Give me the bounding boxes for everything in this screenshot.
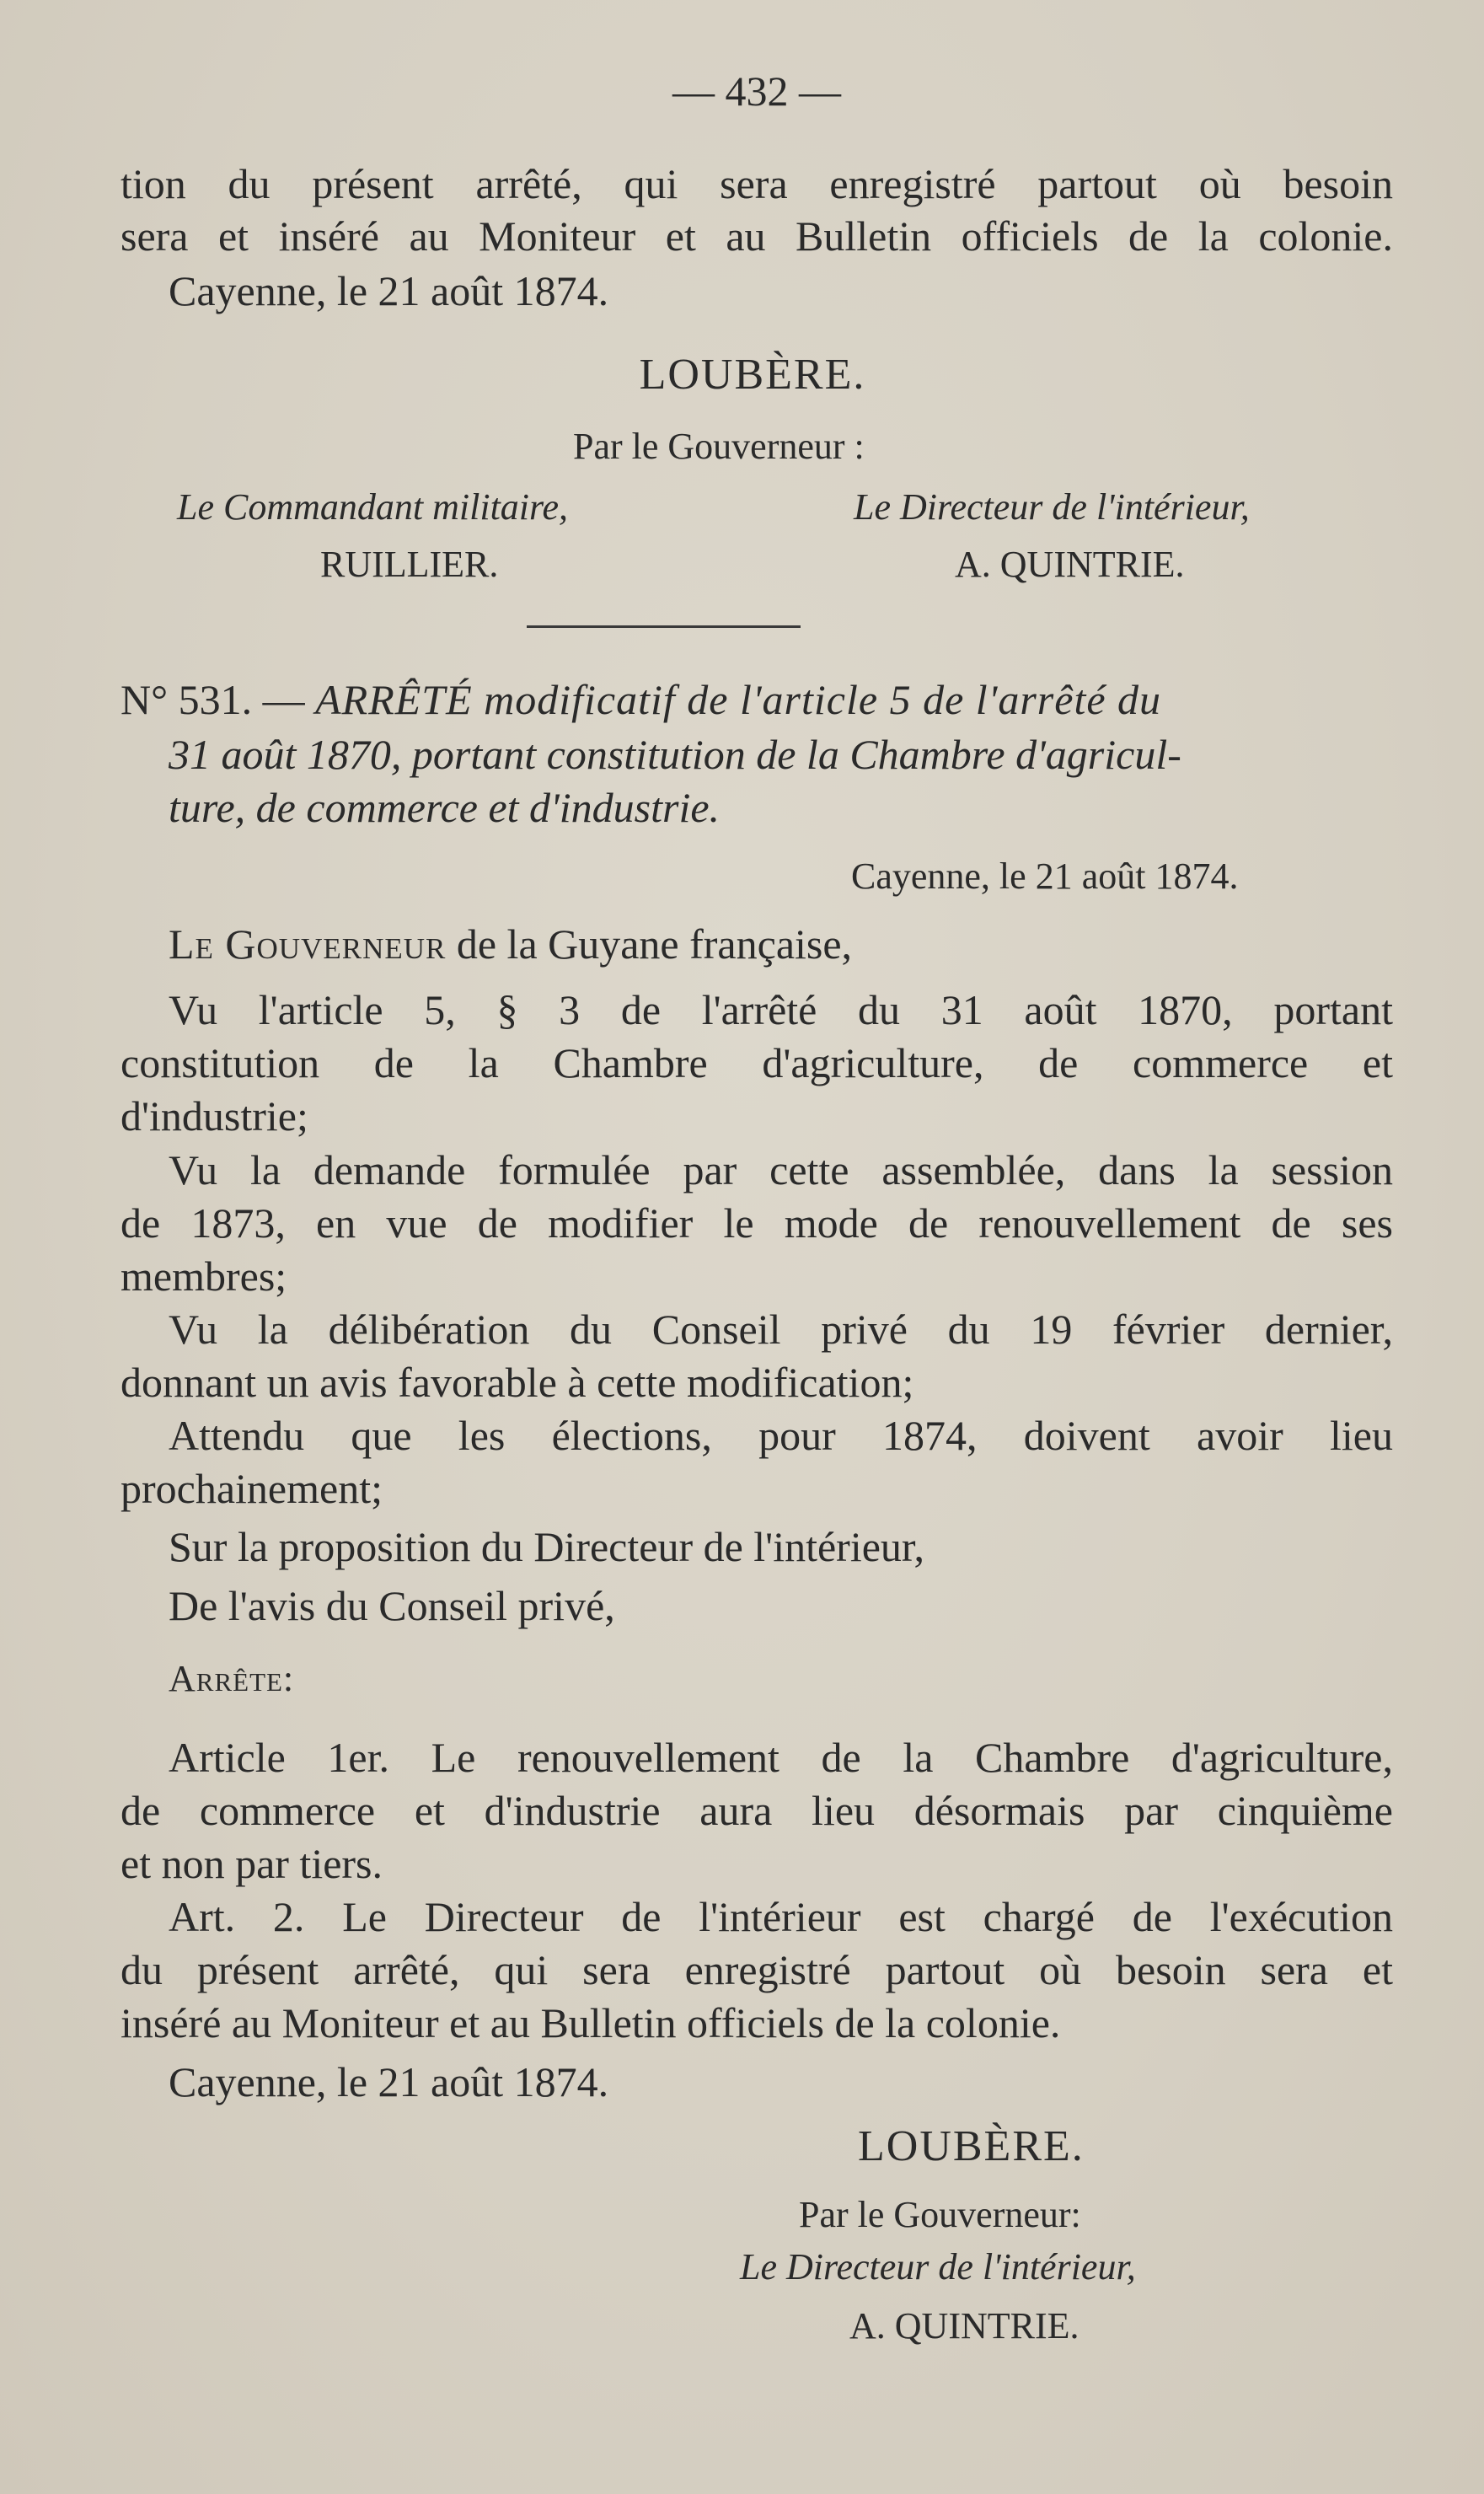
gouverneur-line xyxy=(169,919,1441,969)
text-line: sera et inséré au Moniteur et au Bulletin officiels de la colonie. xyxy=(121,212,1393,260)
directeur-title: Le Directeur de l'intérieur, xyxy=(854,486,1250,528)
text-line: membres; xyxy=(121,1252,287,1300)
directeur-title: Le Directeur de l'intérieur, xyxy=(740,2246,1136,2288)
ruillier-name: RUILLIER. xyxy=(320,544,499,585)
text-line: donnant un avis favorable à cette modification; xyxy=(121,1359,914,1406)
place-date: Cayenne, le 21 août 1874. xyxy=(169,267,609,314)
text-line: Article 1er. Le renouvellement de la Chambre d'agriculture, xyxy=(169,1734,1393,1781)
quintrie-name: A. QUINTRIE. xyxy=(955,544,1185,585)
text-line: tion du présent arrêté, qui sera enregistré partout où besoin xyxy=(121,160,1393,207)
text-line: du présent arrêté, qui sera enregistré partout où besoin sera et xyxy=(121,1946,1393,1993)
text-line: Vu la demande formulée par cette assemblée, dans la session xyxy=(169,1146,1393,1193)
place-date: Cayenne, le 21 août 1874. xyxy=(169,2058,609,2105)
text-line: et non par tiers. xyxy=(121,1840,383,1887)
text-line: de commerce et d'industrie aura lieu désormais par cinquième xyxy=(121,1787,1393,1834)
text-line: Vu l'article 5, § 3 de l'arrêté du 31 août 1870, portant xyxy=(169,986,1393,1033)
text-line: constitution de la Chambre d'agriculture, de commerce et xyxy=(121,1039,1393,1086)
arrete-keyword: Arrête: xyxy=(169,1658,295,1699)
text-line: Sur la proposition du Directeur de l'intérieur, xyxy=(169,1523,925,1570)
text-line: Attendu que les élections, pour 1874, doivent avoir lieu xyxy=(169,1412,1393,1459)
text-line: prochainement; xyxy=(121,1465,383,1512)
text-line: de 1873, en vue de modifier le mode de renouvellement de ses xyxy=(121,1199,1393,1247)
text-line: Vu la délibération du Conseil privé du 19 février dernier, xyxy=(169,1306,1393,1353)
par-le-gouverneur: Par le Gouverneur: xyxy=(799,2194,1081,2235)
arrete-title-line-2: 31 août 1870, portant constitution de la Chambre d'agricul- xyxy=(169,731,1181,778)
quintrie-name: A. QUINTRIE. xyxy=(849,2305,1080,2347)
text-line: inséré au Moniteur et au Bulletin officiels de la colonie. xyxy=(121,1999,1061,2046)
gouverneur-rest: de la Guyane française, xyxy=(446,920,853,968)
text-line: d'industrie; xyxy=(121,1092,308,1140)
signature: LOUBÈRE. xyxy=(858,2122,1085,2170)
par-le-gouverneur: Par le Gouverneur : xyxy=(573,426,865,467)
text-line: Art. 2. Le Directeur de l'intérieur est chargé de l'exécution xyxy=(169,1893,1393,1940)
page-number: — 432 — xyxy=(672,67,841,115)
gouverneur-label: Le Gouverneur xyxy=(169,920,447,968)
signature: LOUBÈRE. xyxy=(639,351,866,399)
arrete-title-line-3: ture, de commerce et d'industrie. xyxy=(169,784,721,831)
arrete-number: N° 531. — xyxy=(121,676,305,723)
arrete-title-line-1 xyxy=(121,674,1393,725)
arrete-title: ARRÊTÉ modificatif de l'article 5 de l'arrêté du xyxy=(315,676,1162,723)
commandant-title: Le Commandant militaire, xyxy=(177,486,569,528)
separator-rule xyxy=(527,625,801,628)
text-line: De l'avis du Conseil privé, xyxy=(169,1582,615,1629)
arrete-date: Cayenne, le 21 août 1874. xyxy=(851,855,1239,897)
